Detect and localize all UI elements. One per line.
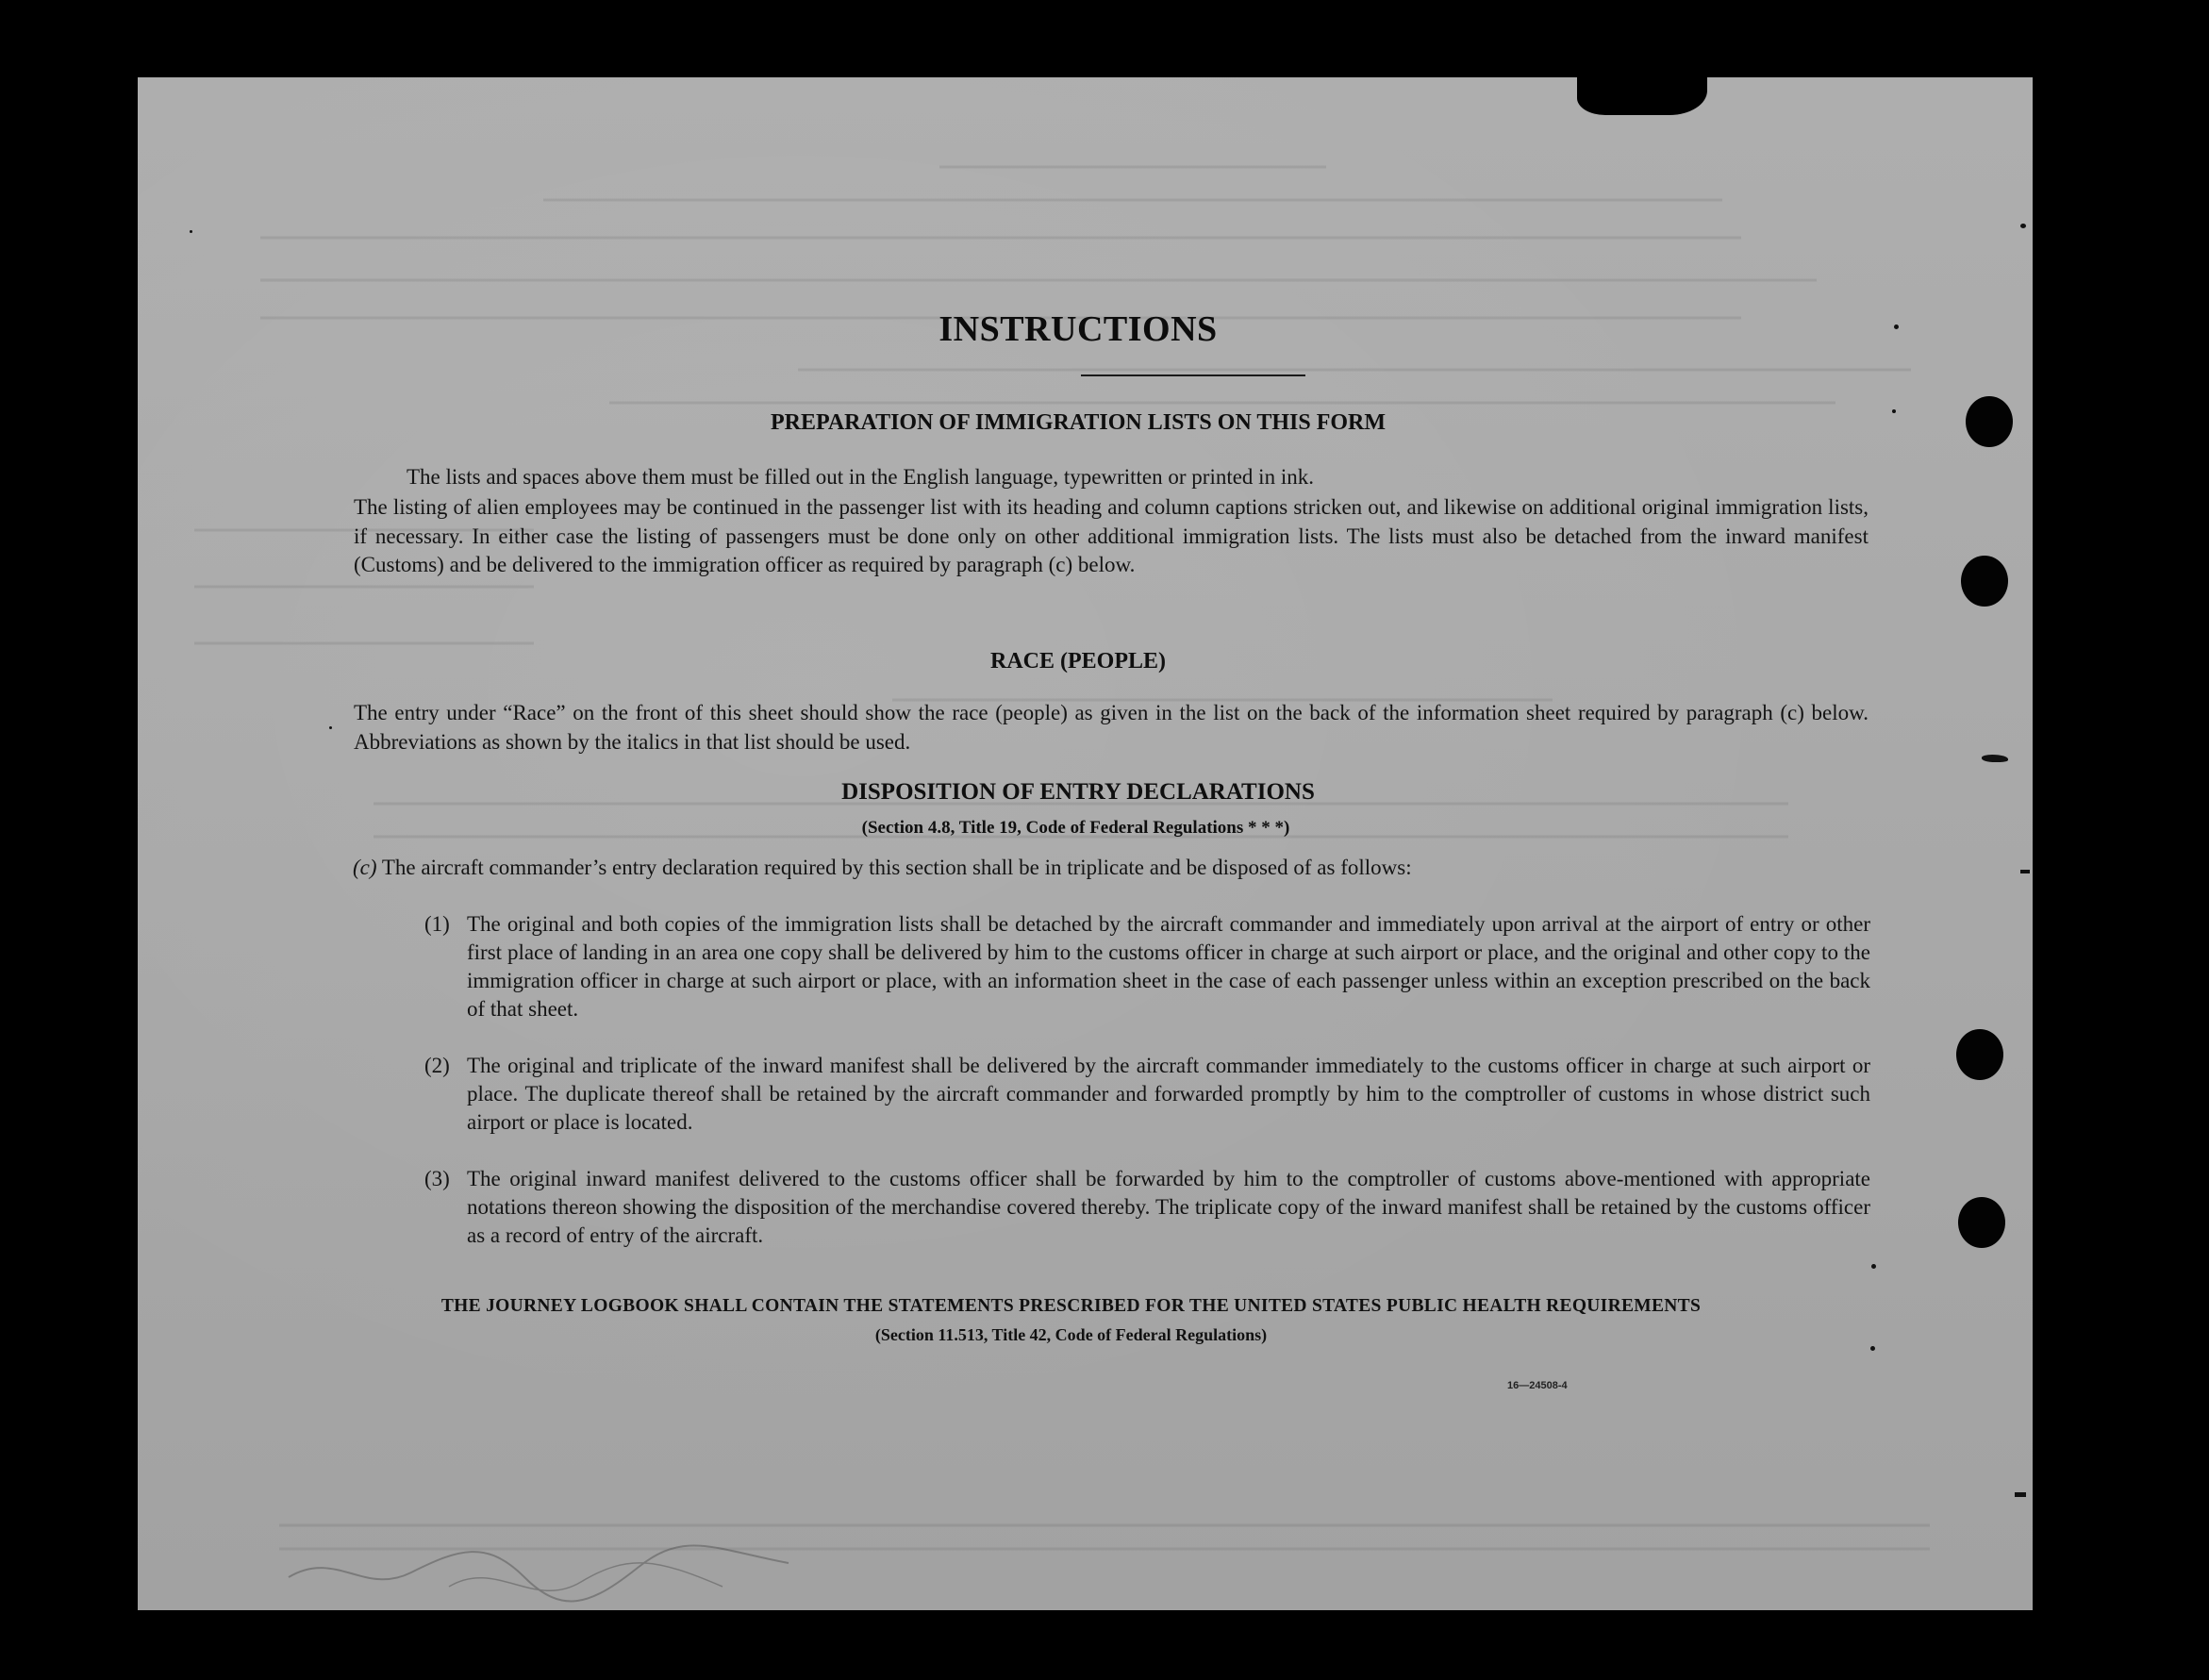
list-item (424, 1165, 1870, 1250)
list-item-text: The original inward manifest delivered to the customs officer shall be forwarded by him to the comptroller of customs above-mentioned with appropriate notations thereon showing the disposition of the merchandise covered thereby. The triplicate copy of the inward manifest shall be retained by the customs officer as a record of entry of the aircraft. (467, 1167, 1870, 1247)
paragraph-language (355, 463, 1869, 492)
speck (1894, 324, 1899, 329)
speck (2020, 870, 2030, 873)
section-subheading-citation: (Section 4.8, Title 19, Code of Federal Regulations * * *) (861, 818, 1290, 838)
speck (329, 726, 332, 729)
list-item-text: The original and triplicate of the inward manifest shall be delivered by the aircraft commander immediately to the customs officer in charge at such airport or place. The duplicate thereof shall be retained by the aircraft commander and forwarded promptly by him to the comptroller of customs in whose district such airport or place is located. (467, 1054, 1870, 1134)
list-item-text: The original and both copies of the immigration lists shall be detached by the aircraft commander and immediately upon arrival at the airport of entry or other first place of landing in an area one copy shall be delivered by him to the customs officer in charge at such airport or place, and the original and other copy to the immigration officer in charge at such airport or place, with an information sheet in the case of each passenger unless within an exception prescribed on the back of that sheet. (467, 912, 1870, 1021)
section-heading-preparation: PREPARATION OF IMMIGRATION LISTS ON THIS FORM (770, 410, 1387, 435)
list-item-number: (3) (424, 1167, 450, 1190)
bleed-through-texture (138, 77, 2033, 1610)
speck (2020, 224, 2026, 228)
paragraph-c-intro (353, 854, 1871, 882)
form-code: 16—24508-4 (1507, 1380, 1568, 1391)
section-heading-disposition: DISPOSITION OF ENTRY DECLARATIONS (841, 779, 1315, 805)
footer-health-requirements: THE JOURNEY LOGBOOK SHALL CONTAIN THE STATEMENTS PRESCRIBED FOR THE UNITED STATES PUBLIC HEALTH REQUIREMENTS (440, 1296, 1702, 1316)
speck (1982, 755, 2008, 762)
paragraph-race (302, 699, 1869, 757)
footer-citation: (Section 11.513, Title 42, Code of Federal Regulations) (874, 1325, 1268, 1344)
list-item-number: (2) (424, 1054, 450, 1077)
title-divider (1081, 374, 1305, 376)
speck (1871, 1264, 1876, 1269)
punch-hole (1956, 1029, 2003, 1080)
speck (2015, 1492, 2026, 1497)
paragraph-text: The lists and spaces above them must be filled out in the English language, typewritten or printed in ink. (407, 465, 1314, 489)
speck (1870, 1346, 1875, 1351)
signature-scribble (279, 1521, 807, 1610)
paragraph-alien-employees (302, 493, 1869, 580)
torn-corner (1577, 77, 1707, 115)
section-heading-race: RACE (PEOPLE) (990, 649, 1166, 674)
paragraph-text: The entry under “Race” on the front of this sheet should show the race (people) as given in the list on the back of the information sheet required by paragraph (c) below. Abbreviations as shown by the italics in that list should be used. (354, 701, 1869, 754)
punch-hole (1961, 556, 2008, 607)
list-item (424, 910, 1870, 1023)
speck (190, 230, 192, 233)
page-title: INSTRUCTIONS (938, 309, 1218, 349)
list-item (424, 1052, 1870, 1137)
list-item-number: (1) (424, 912, 450, 936)
paragraph-text: The aircraft commander’s entry declaration required by this section shall be in triplicate and be disposed of as follows: (381, 856, 1412, 879)
speck (1892, 409, 1896, 413)
punch-hole (1958, 1197, 2005, 1248)
paragraph-label: (c) (353, 856, 377, 879)
paragraph-text: The listing of alien employees may be continued in the passenger list with its heading and column captions stricken out, and likewise on additional original immigration lists, if necessary. In either case the listing of passengers must be done only on other additional immigration lists. The lists must also be detached from the inward manifest (Customs) and be delivered to the immigration officer as required by paragraph (c) below. (354, 495, 1869, 576)
document-sheet (138, 77, 2033, 1610)
punch-hole (1966, 396, 2013, 447)
